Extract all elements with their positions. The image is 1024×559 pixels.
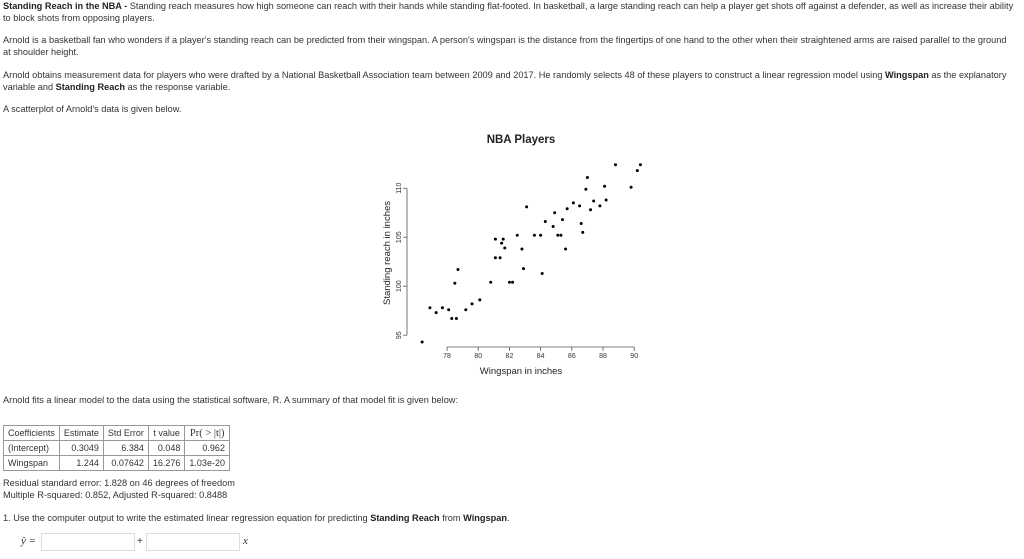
data-point — [435, 311, 438, 314]
scatterplot-svg — [380, 123, 644, 385]
data-point — [428, 306, 431, 309]
table-header: Std Error — [103, 426, 148, 441]
data-point — [421, 341, 424, 344]
table-header-row — [4, 426, 230, 441]
table-header: Pr( > |t|) — [185, 426, 230, 441]
data-point — [553, 211, 556, 214]
data-point — [499, 256, 502, 259]
explanatory-variable-name: Wingspan — [885, 70, 929, 80]
data-point — [494, 256, 497, 259]
x-axis-label: Wingspan in inches — [479, 366, 563, 377]
data-point — [456, 268, 459, 271]
question-text: 1. Use the computer output to write the estimated linear regression equation for predicting Standing Reach from Wingspan. — [3, 513, 510, 523]
data-point — [502, 238, 505, 241]
data-point — [564, 247, 567, 250]
data-point — [580, 222, 583, 225]
y-axis — [396, 183, 407, 340]
data-point — [503, 247, 506, 250]
intro-paragraph — [3, 0, 1015, 24]
x-tick-label: 82 — [505, 353, 514, 360]
y-hat-symbol: ŷ = — [21, 535, 37, 547]
table-cell: 1.244 — [59, 456, 103, 471]
data-points — [421, 163, 642, 343]
data-point — [447, 308, 450, 311]
y-axis-label: Standing reach in inches — [382, 200, 393, 306]
coefficient-table — [3, 425, 230, 471]
table-cell: 16.276 — [148, 456, 185, 471]
table-header: Estimate — [59, 426, 103, 441]
x-tick-label: 90 — [630, 353, 639, 360]
data-point — [578, 204, 581, 207]
data-point — [552, 225, 555, 228]
table-cell: 0.962 — [185, 441, 230, 456]
data-point — [525, 205, 528, 208]
data-point — [586, 176, 589, 179]
data-point — [584, 188, 587, 191]
x-axis — [443, 347, 638, 360]
data-point — [598, 204, 601, 207]
data-point — [561, 218, 564, 221]
intro-title: Standing Reach in the NBA - — [3, 1, 128, 11]
x-tick-label: 78 — [443, 353, 451, 360]
data-point — [589, 208, 592, 211]
residual-error-text: Residual standard error: 1.828 on 46 degrees of freedom — [3, 478, 235, 488]
y-tick-label: 100 — [396, 280, 403, 293]
data-point — [494, 238, 497, 241]
table-header: t value — [148, 426, 185, 441]
data-point — [592, 199, 595, 202]
data-point — [478, 298, 481, 301]
data-point — [522, 267, 525, 270]
intro-text: Standing reach measures how high someone can reach with their hands while standing flat-footed. In basketball, a large standing reach can help a player get shots off against a defender, as well as increase their ability to block shots from opposing players. — [3, 1, 1014, 23]
scatterplot-intro: A scatterplot of Arnold's data is given below. — [3, 104, 182, 114]
chart-title: NBA Players — [486, 134, 556, 146]
data-point — [566, 207, 569, 210]
data-point — [455, 317, 458, 320]
data-point — [489, 281, 492, 284]
y-tick-label: 105 — [396, 231, 403, 244]
x-tick-label: 86 — [567, 353, 576, 360]
y-tick-label: 95 — [396, 331, 403, 340]
model-fit-paragraph: Arnold fits a linear model to the data using the statistical software, R. A summary of that model fit is given below: — [3, 395, 458, 405]
data-point — [453, 282, 456, 285]
data-point — [572, 201, 575, 204]
intercept-input[interactable] — [41, 533, 135, 551]
data-point — [520, 247, 523, 250]
regression-equation-row — [3, 533, 263, 553]
data-point — [516, 234, 519, 237]
response-variable-name: Standing Reach — [55, 82, 126, 92]
x-tick-label: 84 — [536, 353, 545, 360]
r-squared-text: Multiple R-squared: 0.852, Adjusted R-squared: 0.8488 — [3, 490, 228, 500]
data-point — [464, 308, 467, 311]
data-point — [500, 242, 503, 245]
table-row — [4, 441, 230, 456]
data-point — [508, 281, 511, 284]
table-cell: 0.048 — [148, 441, 185, 456]
data-point — [614, 163, 617, 166]
data-point — [541, 272, 544, 275]
data-point — [581, 231, 584, 234]
data-point — [441, 306, 444, 309]
plus-sign: + — [137, 536, 143, 547]
data-point — [636, 169, 639, 172]
table-header: Coefficients — [4, 426, 60, 441]
x-tick-label: 80 — [474, 353, 483, 360]
data-point — [639, 163, 642, 166]
y-tick-label: 110 — [396, 182, 403, 194]
data-point — [511, 281, 514, 284]
table-cell: 1.03e-20 — [185, 456, 230, 471]
data-point — [544, 220, 547, 223]
table-cell: Wingspan — [4, 456, 60, 471]
table-cell: (Intercept) — [4, 441, 60, 456]
x-variable-symbol: x — [243, 535, 248, 547]
data-point — [471, 302, 474, 305]
wingspan-definition-paragraph: Arnold is a basketball fan who wonders if a player's standing reach can be predicted from their wingspan. A person's wingspan is the distance from the fingertips of one hand to the other when their straightened arms are raised parallel to the ground at shoulder height. — [3, 35, 1007, 57]
table-row — [4, 456, 230, 471]
data-point — [603, 185, 606, 188]
data-point — [539, 234, 542, 237]
table-cell: 6.384 — [103, 441, 148, 456]
x-tick-label: 88 — [599, 353, 607, 360]
table-cell: 0.3049 — [59, 441, 103, 456]
data-point — [556, 234, 559, 237]
data-point — [605, 198, 608, 201]
data-point — [533, 234, 536, 237]
table-cell: 0.07642 — [103, 456, 148, 471]
data-point — [559, 234, 562, 237]
slope-input[interactable] — [146, 533, 240, 551]
data-point — [630, 186, 633, 189]
data-description-paragraph: Arnold obtains measurement data for players who were drafted by a National Basketball Association team between 2009 and 2017. He randomly selects 48 of these players to construct a linear regression model using Wingspan as the explanatory variable and Standing Reach as the response variable. — [3, 70, 1007, 92]
scatterplot-figure — [380, 123, 644, 385]
data-point — [450, 317, 453, 320]
